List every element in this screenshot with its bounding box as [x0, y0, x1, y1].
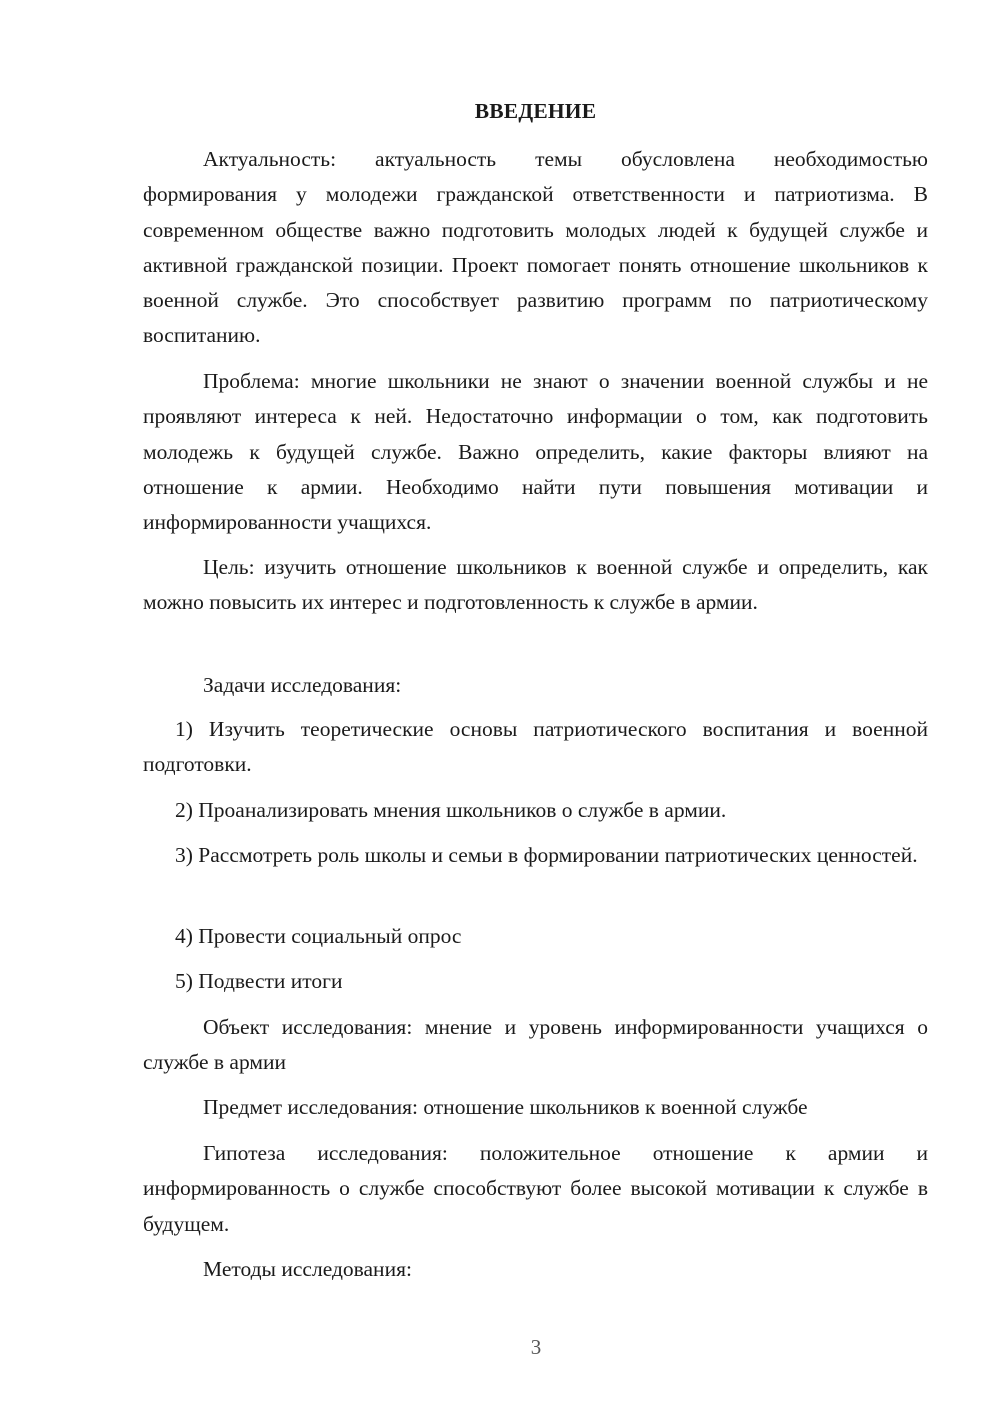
problem-paragraph: Проблема: многие школьники не знают о значении военной службы и не проявляют интереса к ней. Недостаточно информации о том, как подготовить молодежь к будущей службе. Важно определить, какие факторы влияют на отношение к армии. Необходимо найти пути повышения мотивации и информированности учащихся.: [143, 369, 928, 535]
goal-paragraph: Цель: изучить отношение школьников к военной службе и определить, как можно повысить их интерес и подготовленность к службе в армии.: [143, 555, 928, 615]
task-item-3: 3) Рассмотреть роль школы и семьи в формировании патриотических ценностей.: [175, 843, 918, 867]
page-number: 3: [530, 1335, 542, 1359]
task-item-4: 4) Провести социальный опрос: [175, 924, 462, 948]
object-paragraph: Объект исследования: мнение и уровень информированности учащихся о службе в армии: [143, 1015, 928, 1075]
subject-paragraph: Предмет исследования: отношение школьников к военной службе: [203, 1095, 808, 1119]
task-item-2: 2) Проанализировать мнения школьников о службе в армии.: [175, 798, 727, 822]
relevance-paragraph: Актуальность: актуальность темы обусловлена необходимостью формирования у молодежи гражданской ответственности и патриотизма. В современном обществе важно подготовить молодых людей к будущей службе и активной гражданской позиции. Проект помогает понять отношение школьников к военной службе. Это способствует развитию программ по патриотическому воспитанию.: [143, 147, 928, 348]
task-item-5: 5) Подвести итоги: [175, 969, 343, 993]
section-title: ВВЕДЕНИЕ: [474, 99, 597, 123]
methods-heading: Методы исследования:: [203, 1257, 412, 1281]
task-item-1: 1) Изучить теоретические основы патриотического воспитания и военной подготовки.: [143, 717, 928, 777]
hypothesis-paragraph: Гипотеза исследования: положительное отношение к армии и информированность о службе способствуют более высокой мотивации к службе в будущем.: [143, 1141, 928, 1236]
tasks-heading: Задачи исследования:: [203, 673, 402, 697]
